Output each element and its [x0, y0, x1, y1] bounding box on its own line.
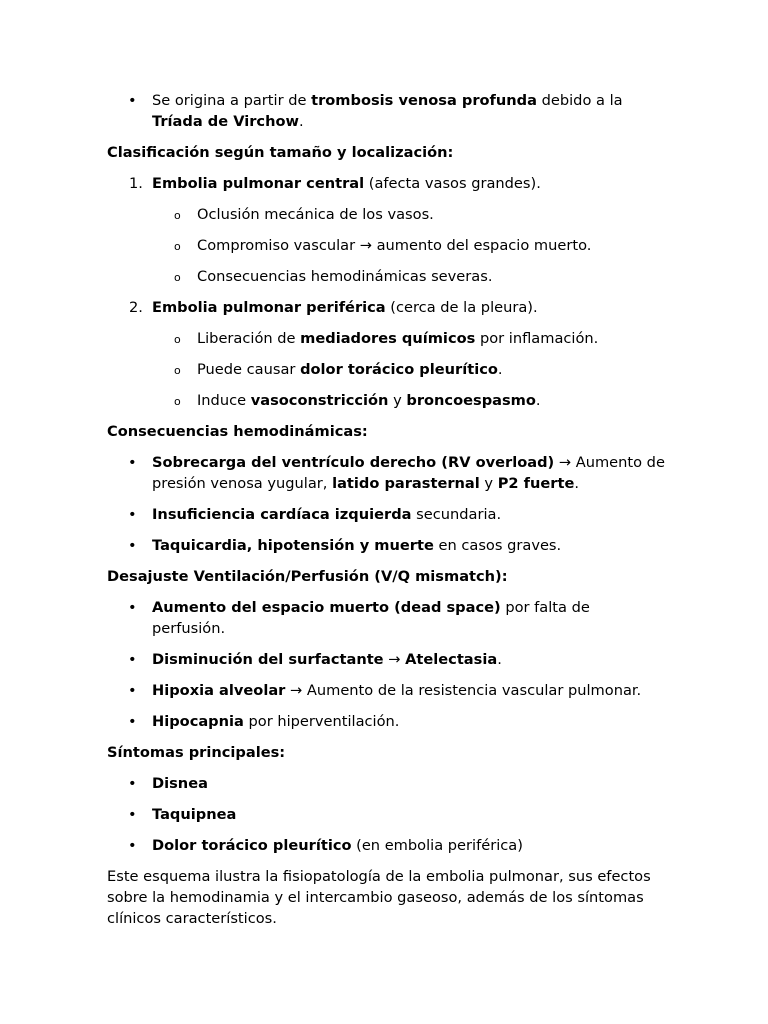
list-item — [107, 452, 667, 494]
text: secundaria. — [411, 506, 502, 523]
bold-text: Insuficiencia cardíaca izquierda — [152, 506, 412, 523]
text: por falta de perfusión. — [152, 599, 590, 637]
text: . — [497, 361, 503, 378]
text: . — [298, 113, 304, 130]
text: Liberación de — [197, 330, 301, 347]
text: . — [574, 475, 579, 492]
sub-item — [107, 328, 667, 349]
text: → Aumento de presión venosa yugular, — [152, 454, 665, 492]
bold-text: Dolor torácico pleurítico — [152, 837, 352, 854]
list-item — [107, 535, 667, 556]
circle-bullet-icon: o — [174, 333, 181, 346]
text: . — [535, 392, 541, 409]
text: Oclusión mecánica de los vasos. — [197, 206, 434, 223]
text: (en embolia periférica) — [351, 837, 523, 854]
section-heading-sintomas: Síntomas principales: — [107, 744, 286, 761]
bullet-icon: • — [128, 651, 137, 668]
sub-item — [107, 359, 667, 380]
text: Puede causar — [197, 361, 301, 378]
list-item — [107, 711, 667, 732]
text: (afecta vasos grandes). — [364, 175, 541, 192]
numbered-item-periferica — [107, 297, 667, 318]
bold-text: Hipocapnia — [152, 713, 244, 730]
bullet-icon: • — [128, 506, 137, 523]
bold-text: Embolia pulmonar periférica — [152, 299, 386, 316]
numbered-item-central — [107, 173, 667, 194]
circle-bullet-icon: o — [174, 271, 181, 284]
list-item — [107, 804, 667, 825]
bullet-icon: • — [128, 454, 137, 471]
list-item — [107, 649, 667, 670]
bold-text: Hipoxia alveolar — [152, 682, 286, 699]
bold-text: vasoconstricción — [250, 392, 389, 409]
text: . — [497, 651, 502, 668]
conclusion-paragraph: Este esquema ilustra la fisiopatología de la embolia pulmonar, sus efectos sobre la hemodinamia y el intercambio gaseoso, además de los síntomas clínicos característicos. — [107, 868, 651, 927]
list-item — [107, 597, 667, 639]
bold-text: Taquicardia, hipotensión y muerte — [152, 537, 434, 554]
sub-item — [107, 390, 667, 411]
text: Induce — [197, 392, 251, 409]
bold-text: Taquipnea — [152, 806, 237, 823]
circle-bullet-icon: o — [174, 209, 181, 222]
bold-text: Disnea — [152, 775, 208, 792]
bold-text: Disminución del surfactante — [152, 651, 384, 668]
text: Consecuencias hemodinámicas severas. — [197, 268, 493, 285]
bullet-icon: • — [128, 92, 137, 109]
document-body — [107, 90, 667, 929]
sub-item — [107, 204, 667, 225]
bold-text: P2 fuerte — [497, 475, 575, 492]
circle-bullet-icon: o — [174, 364, 181, 377]
bullet-icon: • — [128, 599, 137, 616]
section-heading-hemodinamicas: Consecuencias hemodinámicas: — [107, 423, 368, 440]
circle-bullet-icon: o — [174, 395, 181, 408]
text: en casos graves. — [433, 537, 562, 554]
bold-text: broncoespasmo — [406, 392, 536, 409]
text: → Aumento de la resistencia vascular pulmonar. — [285, 682, 642, 699]
sub-item — [107, 235, 667, 256]
section-heading-clasificacion: Clasificación según tamaño y localización: — [107, 144, 454, 161]
text: por hiperventilación. — [243, 713, 400, 730]
text: Se origina a partir de — [152, 92, 312, 109]
text: y — [388, 392, 407, 409]
list-item — [107, 835, 667, 856]
text: debido a la — [536, 92, 623, 109]
text: → — [383, 651, 406, 668]
bullet-icon: • — [128, 837, 137, 854]
text: (cerca de la pleura). — [385, 299, 538, 316]
bullet-icon: • — [128, 806, 137, 823]
section-heading-vq: Desajuste Ventilación/Perfusión (V/Q mismatch): — [107, 568, 508, 585]
text: Compromiso vascular → aumento del espacio muerto. — [197, 237, 592, 254]
list-item — [107, 504, 667, 525]
bullet-icon: • — [128, 682, 137, 699]
sub-item — [107, 266, 667, 287]
bold-text: Tríada de Virchow — [152, 113, 299, 130]
list-number: 2. — [129, 299, 143, 316]
bold-text: Sobrecarga del ventrículo derecho (RV overload) — [152, 454, 555, 471]
list-item — [107, 773, 667, 794]
bold-text: latido parasternal — [332, 475, 480, 492]
circle-bullet-icon: o — [174, 240, 181, 253]
list-item — [107, 680, 667, 701]
bold-text: mediadores químicos — [300, 330, 476, 347]
text: por inflamación. — [475, 330, 599, 347]
bold-text: Aumento del espacio muerto (dead space) — [152, 599, 501, 616]
list-item-intro — [107, 90, 667, 132]
bold-text: dolor torácico pleurítico — [300, 361, 498, 378]
text: y — [479, 475, 498, 492]
bullet-icon: • — [128, 713, 137, 730]
bold-text: Embolia pulmonar central — [152, 175, 365, 192]
bullet-icon: • — [128, 537, 137, 554]
list-number: 1. — [129, 175, 143, 192]
bold-text: trombosis venosa profunda — [311, 92, 537, 109]
bold-text: Atelectasia — [405, 651, 498, 668]
bullet-icon: • — [128, 775, 137, 792]
